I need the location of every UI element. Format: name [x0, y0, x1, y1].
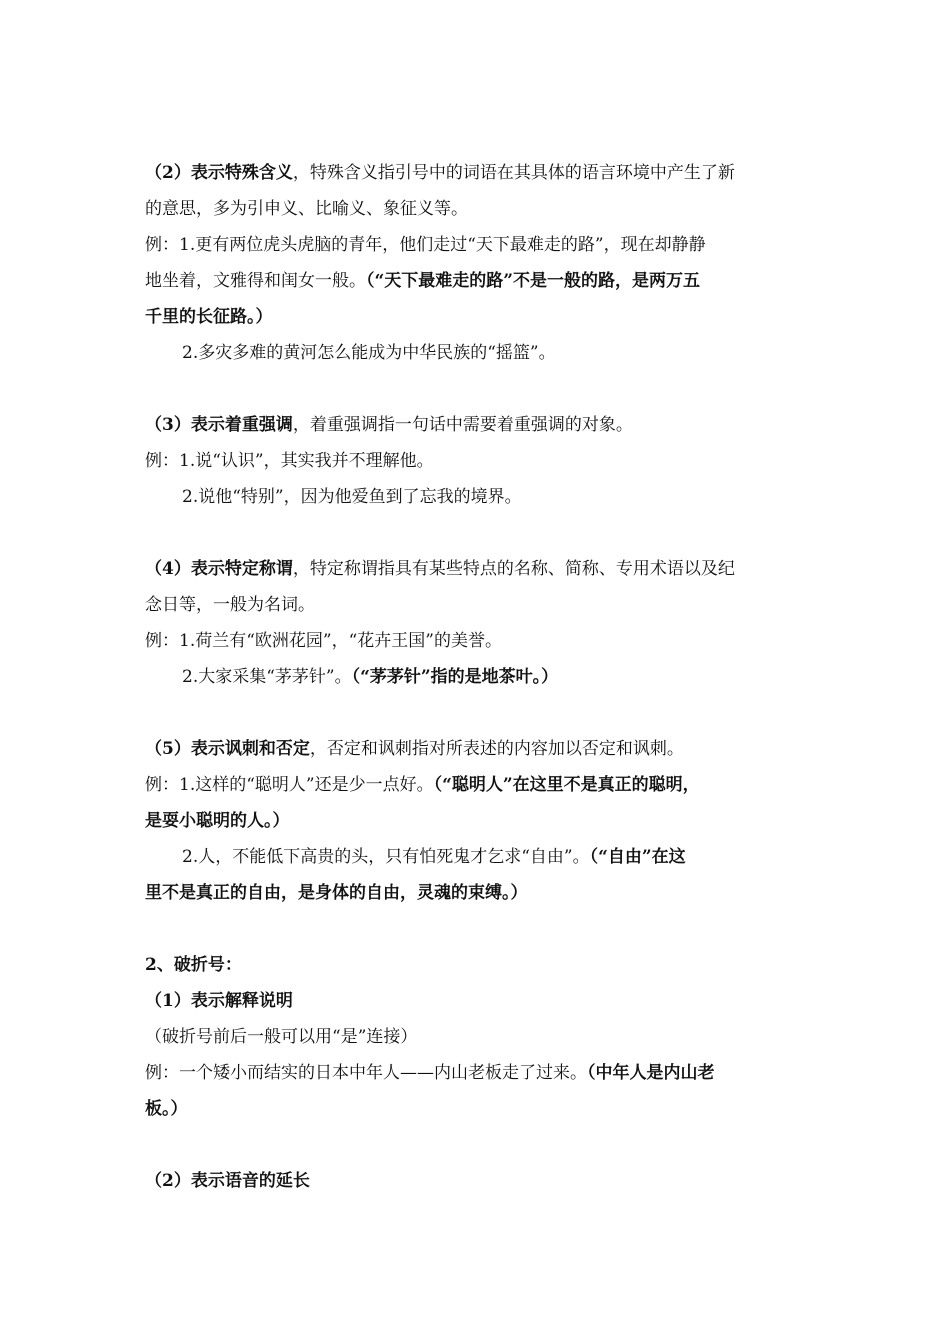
s5-example-1 [145, 767, 815, 803]
spacer [145, 911, 815, 947]
s2-line-2: 的意思，多为引申义、比喻义、象征义等。 [145, 199, 468, 219]
s5-example-1-note: （“聪明人”在这里不是真正的聪明， [433, 775, 700, 795]
dash-example-text: 例：一个矮小而结实的日本中年人——内山老板走了过来。 [145, 1063, 587, 1083]
s4-line-2: 念日等，一般为名词。 [145, 595, 315, 615]
s2-example-1-note-cont: 千里的长征路。） [145, 307, 273, 327]
s4-example-2-note: （“茅茅针”指的是地茶叶。） [351, 667, 559, 687]
s4-definition: ，特定称谓指具有某些特点的名称、简称、专用术语以及纪 [292, 559, 735, 579]
dash-title: 2、破折号： [145, 955, 242, 975]
s4-example-2-text: 2.大家采集“茅茅针”。 [182, 667, 352, 687]
s5-example-1-note-cont: 是耍小聪明的人。） [145, 811, 290, 831]
s5-example-1-text: 例：1.这样的“聪明人”还是少一点好。 [145, 775, 434, 795]
s2-example-1-cont [145, 263, 815, 299]
document-body [145, 155, 815, 1199]
spacer [145, 695, 815, 731]
s5-example-2-note: （“自由”在这 [589, 847, 686, 867]
s4-heading: （4）表示特定称谓 [145, 559, 293, 579]
s5-example-2-text: 2.人，不能低下高贵的头，只有怕死鬼才乞求“自由”。 [182, 847, 590, 867]
s3-line-1 [145, 407, 815, 443]
s2-example-2: 2.多灾多难的黄河怎么能成为中华民族的“摇篮”。 [182, 343, 556, 363]
s4-example-1: 例：1.荷兰有“欧洲花园”，“花卉王国”的美誉。 [145, 631, 502, 651]
s3-example-2: 2.说他“特别”，因为他爱鱼到了忘我的境界。 [182, 487, 522, 507]
spacer [145, 515, 815, 551]
s5-example-2 [145, 839, 815, 875]
s2-example-1-text: 地坐着，文雅得和闺女一般。 [145, 271, 366, 291]
s4-example-2 [145, 659, 815, 695]
s2-heading: （2）表示特殊含义 [145, 163, 293, 183]
s5-heading: （5）表示讽刺和否定 [145, 739, 310, 759]
spacer [145, 371, 815, 407]
dash-sub-1: （1）表示解释说明 [145, 991, 293, 1011]
s3-heading: （3）表示着重强调 [145, 415, 293, 435]
s4-line-1 [145, 551, 815, 587]
dash-example [145, 1055, 815, 1091]
s2-example-1: 例：1.更有两位虎头虎脑的青年，他们走过“天下最难走的路”，现在却静静 [145, 235, 706, 255]
s2-line-1 [145, 155, 815, 191]
spacer [145, 1127, 815, 1163]
s2-example-1-note: （“天下最难走的路”不是一般的路，是两万五 [366, 271, 701, 291]
dash-example-note-cont: 板。） [145, 1099, 188, 1119]
s2-definition: ，特殊含义指引号中的词语在其具体的语言环境中产生了新 [292, 163, 735, 183]
s5-line-1 [145, 731, 815, 767]
s5-definition: ，否定和讽刺指对所表述的内容加以否定和讽刺。 [309, 739, 684, 759]
dash-sub-2: （2）表示语音的延长 [145, 1171, 310, 1191]
s5-example-2-note-cont: 里不是真正的自由，是身体的自由，灵魂的束缚。） [145, 883, 528, 903]
dash-example-note: （中年人是内山老 [587, 1063, 715, 1083]
s3-definition: ，着重强调指一句话中需要着重强调的对象。 [292, 415, 633, 435]
s3-example-1: 例：1.说“认识”，其实我并不理解他。 [145, 451, 434, 471]
dash-sub-1-hint: （破折号前后一般可以用“是”连接） [145, 1027, 418, 1047]
